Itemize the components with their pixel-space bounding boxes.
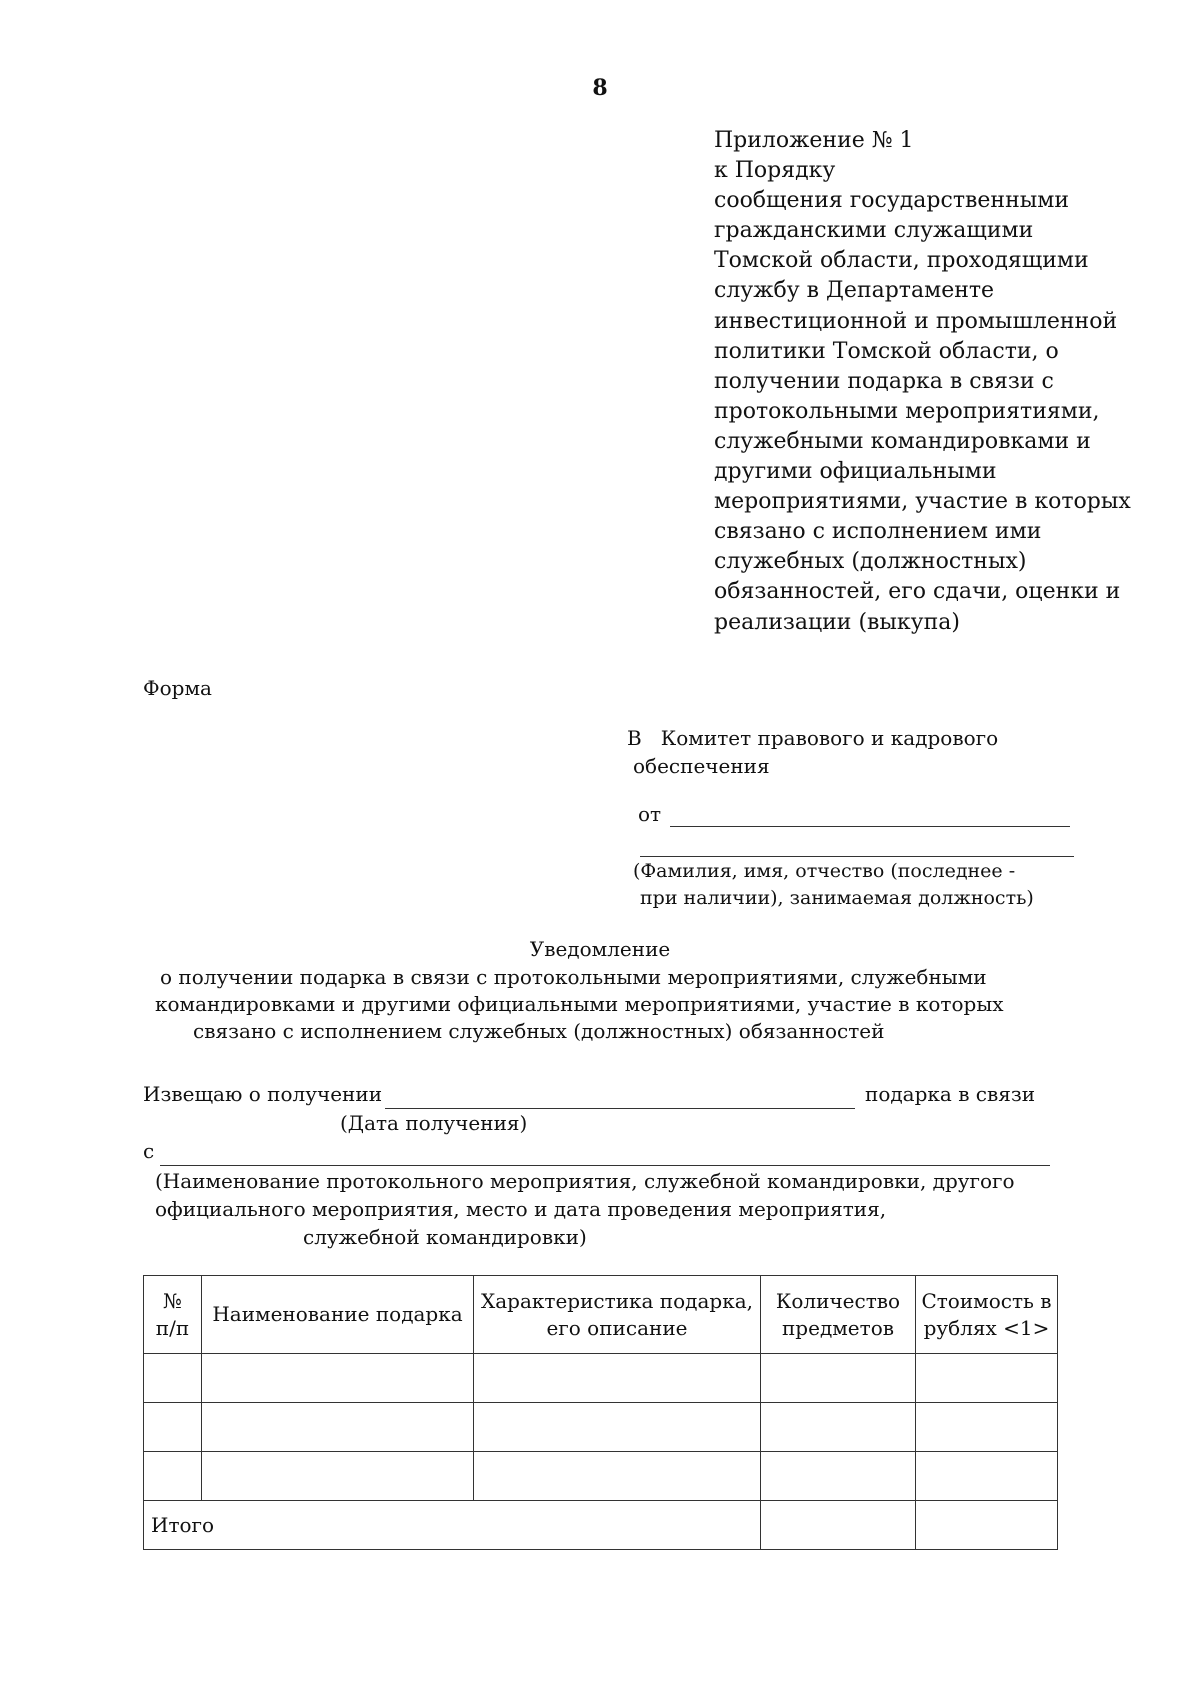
table-cell[interactable] [916,1354,1058,1403]
table-row [144,1403,1058,1452]
table-cell[interactable] [474,1452,761,1501]
appendix-header [714,126,1174,638]
appendix-line: получении подарка в связи с [714,368,1054,394]
total-cost-cell[interactable] [916,1501,1058,1550]
event-line[interactable] [160,1145,1050,1166]
recipient-prefix: В [627,726,642,750]
from-name-line[interactable] [670,806,1070,827]
table-header-row [144,1276,1058,1354]
notice-title: Уведомление [529,937,671,961]
notice-subtitle-line3: связано с исполнением служебных (должностных) обязанностей [193,1019,885,1043]
appendix-line: сообщения государственными [714,188,1070,214]
event-hint-line3: служебной командировки) [303,1225,587,1249]
notice-subtitle-line2: командировками и другими официальными мероприятиями, участие в которых [155,992,1004,1016]
date-hint: (Дата получения) [340,1111,528,1135]
report-prefix: Извещаю о получении [143,1082,383,1106]
appendix-line: служебными командировками и [714,428,1091,454]
table-cell[interactable] [144,1452,202,1501]
appendix-line: связано с исполнением ими [714,519,1042,545]
form-label: Форма [143,676,212,700]
event-hint-line2: официального мероприятия, место и дата проведения мероприятия, [155,1197,887,1221]
table-cell[interactable] [144,1403,202,1452]
table-cell[interactable] [474,1354,761,1403]
from-hint-line2: при наличии), занимаемая должность) [640,887,1034,909]
total-quantity-cell[interactable] [761,1501,916,1550]
total-label: Итого [144,1501,761,1550]
header-quantity: Количество предметов [761,1276,916,1354]
from-label: от [638,802,662,826]
appendix-line: инвестиционной и промышленной [714,308,1118,334]
receipt-date-line[interactable] [385,1088,855,1109]
table-cell[interactable] [761,1403,916,1452]
recipient-line1: Комитет правового и кадрового [660,726,999,750]
table-cell[interactable] [761,1452,916,1501]
from-position-line[interactable] [640,836,1074,857]
table-cell[interactable] [761,1354,916,1403]
table-cell[interactable] [202,1354,474,1403]
appendix-line: реализации (выкупа) [714,609,960,635]
appendix-line: Томской области, проходящими [714,248,1089,274]
table-cell[interactable] [202,1452,474,1501]
header-number: № п/п [144,1276,202,1354]
header-gift-description: Характеристика подарка, его описание [474,1276,761,1354]
appendix-line: политики Томской области, о [714,338,1059,364]
table-cell[interactable] [474,1403,761,1452]
from-hint-line1: (Фамилия, имя, отчество (последнее - [633,860,1016,882]
table-total-row [144,1501,1058,1550]
appendix-line: протокольными мероприятиями, [714,398,1100,424]
recipient-block [627,724,1087,780]
page-number: 8 [592,75,608,101]
header-cost: Стоимость в рублях <1> [916,1276,1058,1354]
table-cell[interactable] [916,1452,1058,1501]
recipient-line2: обеспечения [633,754,770,778]
notice-subtitle-line1: о получении подарка в связи с протокольными мероприятиями, служебными [160,965,987,989]
report-suffix: подарка в связи [865,1082,1036,1106]
appendix-line: обязанностей, его сдачи, оценки и [714,579,1121,605]
table-cell[interactable] [916,1403,1058,1452]
appendix-line: Приложение № 1 [714,128,914,153]
event-prefix: с [143,1139,155,1163]
gifts-table [143,1275,1058,1550]
table-cell[interactable] [202,1403,474,1452]
from-hint [633,858,1034,912]
table-row [144,1452,1058,1501]
table-row [144,1354,1058,1403]
appendix-line: служебных (должностных) [714,549,1027,575]
appendix-line: службу в Департаменте [714,278,995,304]
appendix-line: мероприятиями, участие в которых [714,489,1131,515]
header-gift-name: Наименование подарка [202,1276,474,1354]
table-cell[interactable] [144,1354,202,1403]
appendix-line: другими официальными [714,459,997,485]
appendix-line: к Порядку [714,158,836,184]
appendix-line: гражданскими служащими [714,218,1034,244]
event-hint-line1: (Наименование протокольного мероприятия, служебной командировки, другого [155,1169,1015,1193]
